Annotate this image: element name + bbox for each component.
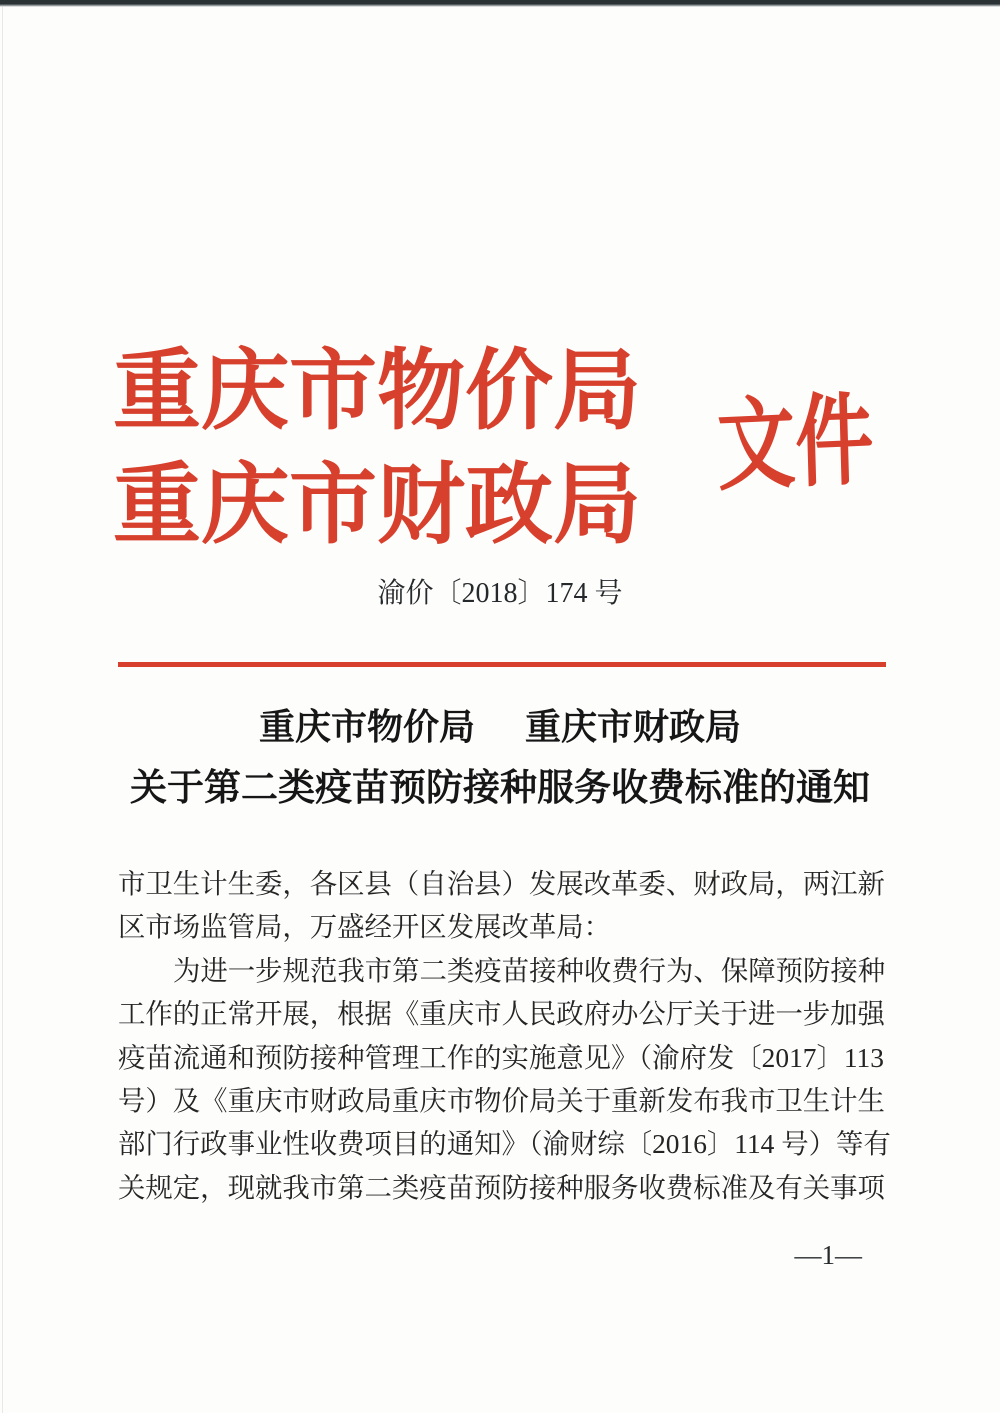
body-line-7: 部门行政事业性收费项目的通知》（渝财综〔2016〕114 号）等有	[118, 1129, 891, 1160]
title-agency-2: 重庆市财政局	[525, 707, 742, 747]
title-agency-1: 重庆市物价局	[258, 707, 475, 747]
doc-type-label: 文件	[715, 385, 875, 503]
agency-name-line1: 重庆市物价局	[113, 344, 642, 441]
body-line-4: 工作的正常开展，根据《重庆市人民政府办公厅关于进一步加强	[118, 999, 885, 1030]
body-line-8: 关规定，现就我市第二类疫苗预防接种服务收费标准及有关事项	[118, 1172, 885, 1203]
body-line-6: 号）及《重庆市财政局重庆市物价局关于重新发布我市卫生计生	[118, 1085, 885, 1116]
body-line-5: 疫苗流通和预防接种管理工作的实施意见》（渝府发〔2017〕113	[118, 1042, 884, 1073]
document-body	[118, 863, 898, 1210]
body-line-1: 市卫生计生委，各区县（自治县）发展改革委、财政局，两江新	[118, 869, 885, 899]
letterhead	[113, 336, 641, 564]
agency-name-line2: 重庆市财政局	[113, 458, 642, 555]
page-number: —1—	[794, 1240, 862, 1270]
red-divider-line	[118, 662, 886, 667]
title-line2: 关于第二类疫苗预防接种服务收费标准的通知	[130, 768, 870, 809]
title-line1	[0, 704, 1000, 750]
doc-number: 渝价〔2018〕174 号	[377, 578, 623, 609]
body-line-2: 区市场监管局，万盛经开区发展改革局：	[118, 912, 612, 943]
document-title	[0, 704, 1000, 814]
body-line-3: 为进一步规范我市第二类疫苗接种收费行为、保障预防接种	[173, 955, 886, 986]
scan-edge-top	[0, 0, 1000, 7]
